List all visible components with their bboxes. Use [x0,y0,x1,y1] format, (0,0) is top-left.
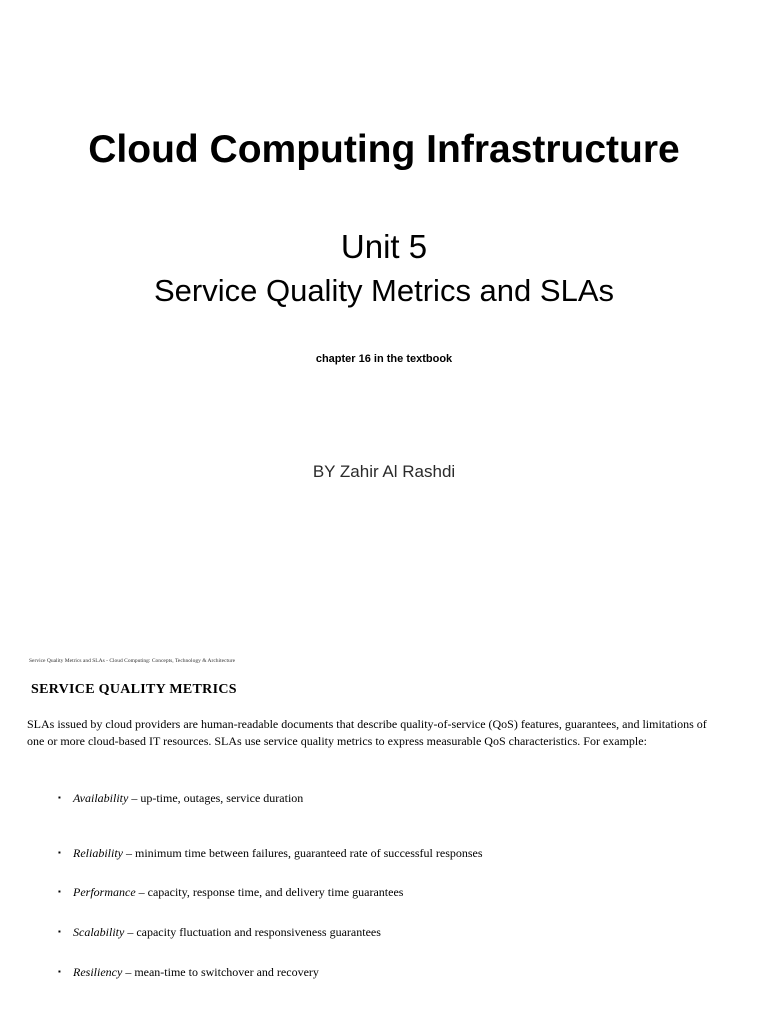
bullet-icon: ▪ [58,887,61,896]
metric-description: – capacity fluctuation and responsiveness guarantees [124,925,381,939]
intro-line-2: one or more cloud-based IT resources. SLAs use service quality metrics to express measurable QoS characteristics. For example: [27,734,647,748]
metric-description: – mean-time to switchover and recovery [122,965,319,979]
slide-subtitle: Service Quality Metrics and SLAs [153,273,614,308]
list-item-scalability [58,924,381,940]
bullet-icon: ▪ [58,848,61,857]
metric-term: Scalability [73,925,125,939]
section-heading: SERVICE QUALITY METRICS [31,682,237,697]
running-header: Service Quality Metrics and SLAs - Cloud Computing: Concepts, Technology & Architecture [29,658,236,664]
metric-term: Performance [73,885,136,899]
list-item-performance [58,884,403,900]
author-line: BY Zahir Al Rashdi [312,462,456,481]
metric-term: Reliability [73,846,123,860]
metric-term: Resiliency [73,965,123,979]
list-item-resiliency [58,964,319,980]
intro-line-1: SLAs issued by cloud providers are human-readable documents that describe quality-of-service (QoS) features, guarantees, and limitations of [27,717,707,731]
slide-title: Cloud Computing Infrastructure [88,128,680,171]
intro-paragraph [27,716,727,750]
list-item-availability [58,790,303,806]
chapter-note: chapter 16 in the textbook [315,353,453,365]
metric-description: – minimum time between failures, guaranteed rate of successful responses [123,846,483,860]
metric-description: – up-time, outages, service duration [128,791,304,805]
unit-label: Unit 5 [340,228,428,265]
bullet-icon: ▪ [58,967,61,976]
list-item-reliability [58,845,483,861]
bullet-icon: ▪ [58,927,61,936]
bullet-icon: ▪ [58,793,61,802]
metric-term: Availability [73,791,129,805]
metric-description: – capacity, response time, and delivery time guarantees [135,885,404,899]
